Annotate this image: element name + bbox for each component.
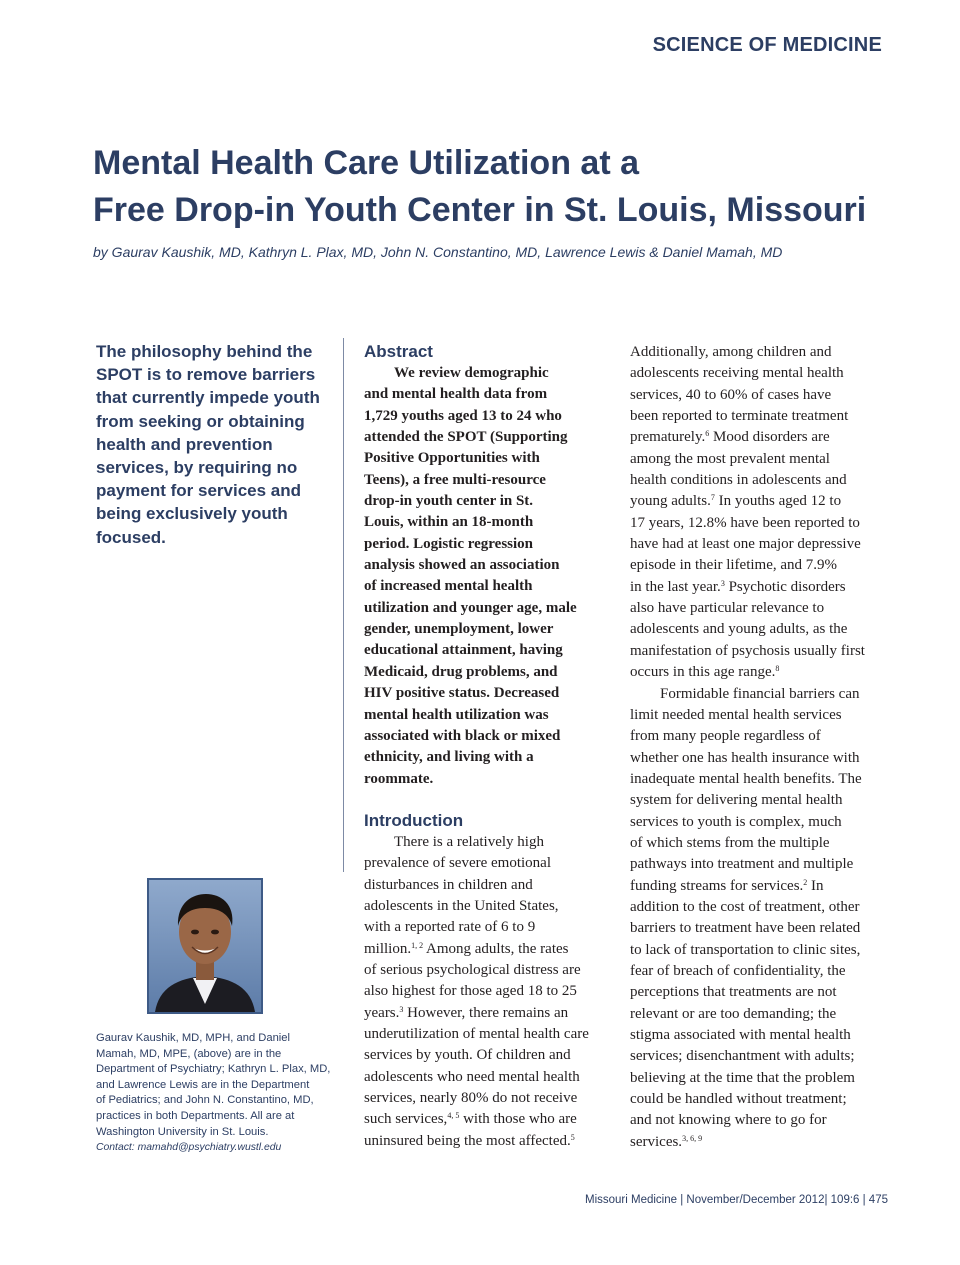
citation-ref: 5: [570, 1132, 575, 1142]
body-text: Psychotic disorders: [724, 578, 846, 595]
abstract-line: of increased mental health: [364, 578, 533, 595]
intro-line: [364, 1003, 612, 1024]
citation-ref: 3, 6, 9: [682, 1133, 703, 1143]
body-line: services to youth is complex, much: [630, 813, 842, 830]
citation-ref: 8: [775, 664, 780, 674]
abstract-line: Louis, within an 18-month: [364, 514, 534, 531]
intro-text: million.: [364, 940, 412, 957]
introduction-text: [364, 832, 612, 1152]
body-line: stigma associated with mental health: [630, 1027, 851, 1043]
intro-text: However, there remains an: [403, 1004, 569, 1021]
page-footer: Missouri Medicine | November/December 2012| 109:6 | 475: [585, 1194, 888, 1206]
abstract-line: We review demographic: [394, 365, 549, 381]
body-line: relevant or are too demanding; the: [630, 1005, 837, 1022]
body-line: been reported to terminate treatment: [630, 408, 849, 425]
intro-line: underutilization of mental health care: [364, 1025, 589, 1042]
intro-line: adolescents in the United States,: [364, 897, 559, 914]
body-line: barriers to treatment have been related: [630, 920, 861, 937]
byline: by Gaurav Kaushik, MD, Kathryn L. Plax, MD, John N. Constantino, MD, Lawrence Lewis & Daniel Mamah, MD: [93, 244, 783, 260]
citation-ref: 1, 2: [411, 940, 424, 950]
body-line: manifestation of psychosis usually first: [630, 642, 865, 659]
pull-quote-line: SPOT is to remove barriers: [96, 365, 316, 385]
abstract-line: Medicaid, drug problems, and: [364, 663, 558, 680]
citation-ref: 6: [705, 429, 710, 439]
intro-line: adolescents who need mental health: [364, 1068, 580, 1085]
body-text: occurs in this age range.: [630, 664, 776, 681]
body-text: Mood disorders are: [709, 429, 830, 446]
body-line: services, 40 to 60% of cases have: [630, 386, 832, 403]
body-line: perceptions that treatments are not: [630, 984, 837, 1001]
abstract-line: gender, unemployment, lower: [364, 621, 554, 638]
body-line: [630, 1132, 885, 1153]
intro-line: also highest for those aged 18 to 25: [364, 983, 577, 1000]
citation-ref: 3: [720, 578, 725, 588]
intro-text: with those who are: [459, 1111, 577, 1128]
body-line: [630, 491, 885, 512]
body-column-2: [630, 342, 885, 1153]
body-line: could be handled without treatment;: [630, 1091, 847, 1108]
body-line: inadequate mental health benefits. The: [630, 770, 862, 787]
abstract-line: HIV positive status. Decreased: [364, 685, 560, 702]
body-line: believing at the time that the problem: [630, 1069, 855, 1086]
body-text: young adults.: [630, 493, 711, 510]
body-line: Formidable financial barriers can: [660, 685, 860, 702]
intro-line: of serious psychological distress are: [364, 961, 581, 978]
body-text: prematurely.: [630, 429, 706, 446]
body-line: limit needed mental health services: [630, 706, 842, 723]
abstract-line: Teens), a free multi-resource: [364, 471, 546, 488]
caption-line: Mamah, MD, MPE, (above) are in the: [96, 1047, 282, 1060]
abstract-line: Positive Opportunities with: [364, 450, 540, 467]
caption-line: Washington University in St. Louis.: [96, 1125, 269, 1138]
contact-email[interactable]: Contact: mamahd@psychiatry.wustl.edu: [96, 1142, 282, 1154]
article-title: [93, 140, 893, 234]
body-line: system for delivering mental health: [630, 792, 843, 809]
intro-text: such services,: [364, 1111, 448, 1128]
body-line: and not knowing where to go for: [630, 1112, 827, 1129]
intro-line: with a reported rate of 6 to 9: [364, 919, 536, 936]
intro-line: There is a relatively high: [394, 833, 544, 850]
body-line: fear of breach of confidentiality, the: [630, 962, 846, 979]
author-portrait-icon: [149, 880, 261, 1012]
body-text: In youths aged 12 to: [714, 493, 842, 510]
section-tag: SCIENCE OF MEDICINE: [652, 34, 882, 56]
abstract-line: mental health utilization was: [364, 706, 549, 723]
body-line: whether one has health insurance with: [630, 749, 860, 766]
intro-line: [364, 939, 612, 960]
abstract-text: [364, 363, 612, 790]
body-line: [630, 427, 885, 448]
caption-line: Department of Psychiatry; Kathryn L. Plax, MD,: [96, 1063, 331, 1076]
body-line: of which stems from the multiple: [630, 834, 830, 851]
body-column-1: [364, 340, 612, 1152]
body-line: episode in their lifetime, and 7.9%: [630, 557, 838, 574]
body-line: also have particular relevance to: [630, 600, 825, 617]
pull-quote-line: focused.: [96, 527, 166, 547]
citation-ref: 4, 5: [447, 1111, 460, 1121]
pull-quote: [96, 340, 336, 549]
body-line: [630, 577, 885, 598]
intro-line: [364, 1131, 612, 1152]
author-caption: [96, 1031, 346, 1156]
intro-line: services, nearly 80% do not receive: [364, 1090, 578, 1106]
body-line: have had at least one major depressive: [630, 536, 861, 553]
body-text: services.: [630, 1133, 683, 1150]
body-line: pathways into treatment and multiple: [630, 856, 854, 873]
pull-quote-line: health and prevention: [96, 434, 273, 454]
citation-ref: 7: [710, 493, 715, 503]
abstract-heading: Abstract: [364, 342, 433, 361]
body-line: among the most prevalent mental: [630, 450, 830, 467]
citation-ref: 2: [803, 877, 808, 887]
pull-quote-line: from seeking or obtaining: [96, 411, 305, 431]
body-line: health conditions in adolescents and: [630, 472, 847, 489]
abstract-line: ethnicity, and living with a: [364, 749, 534, 766]
body-line: [630, 876, 885, 897]
intro-text: Among adults, the rates: [423, 940, 569, 957]
body-line: adolescents and young adults, as the: [630, 621, 848, 638]
intro-line: disturbances in children and: [364, 876, 533, 893]
abstract-line: utilization and younger age, male: [364, 599, 577, 616]
body-line: adolescents receiving mental health: [630, 365, 844, 382]
author-photo: [147, 878, 263, 1014]
body-line: addition to the cost of treatment, other: [630, 898, 860, 915]
title-line-1: Mental Health Care Utilization at a: [93, 144, 639, 182]
caption-line: of Pediatrics; and John N. Constantino, MD,: [96, 1094, 314, 1107]
body-line: to lack of transportation to clinic sites,: [630, 941, 861, 958]
abstract-line: attended the SPOT (Supporting: [364, 429, 568, 446]
title-line-2: Free Drop-in Youth Center in St. Louis, Missouri: [93, 191, 867, 229]
pull-quote-line: payment for services and: [96, 481, 302, 501]
column-divider: [343, 338, 344, 872]
body-text: in the last year.: [630, 578, 721, 595]
introduction-heading: Introduction: [364, 810, 464, 830]
caption-line: and Lawrence Lewis are in the Department: [96, 1078, 310, 1091]
intro-text: years.: [364, 1004, 400, 1021]
caption-line: Gaurav Kaushik, MD, MPH, and Daniel: [96, 1032, 290, 1044]
abstract-line: educational attainment, having: [364, 642, 563, 659]
pull-quote-line: being exclusively youth: [96, 504, 288, 524]
body-text: In: [807, 877, 824, 894]
abstract-line: period. Logistic regression: [364, 535, 534, 552]
body-line: [630, 662, 885, 683]
pull-quote-line: that currently impede youth: [96, 388, 320, 408]
pull-quote-line: The philosophy behind the: [96, 342, 313, 361]
citation-ref: 3: [399, 1004, 404, 1014]
intro-line: services by youth. Of children and: [364, 1047, 571, 1064]
body-line: Additionally, among children and: [630, 344, 832, 360]
abstract-line: roommate.: [364, 770, 434, 787]
body-line: from many people regardless of: [630, 728, 821, 745]
abstract-line: and mental health data from: [364, 386, 548, 403]
body-line: services; disenchantment with adults;: [630, 1048, 855, 1065]
pull-quote-line: services, by requiring no: [96, 458, 298, 478]
abstract-line: drop-in youth center in St.: [364, 493, 534, 510]
abstract-line: 1,729 youths aged 13 to 24 who: [364, 407, 562, 424]
body-line: 17 years, 12.8% have been reported to: [630, 514, 860, 531]
intro-text: uninsured being the most affected.: [364, 1132, 571, 1149]
intro-line: [364, 1109, 612, 1130]
intro-line: prevalence of severe emotional: [364, 855, 551, 872]
abstract-line: analysis showed an association: [364, 557, 560, 574]
abstract-line: associated with black or mixed: [364, 727, 561, 744]
caption-line: practices in both Departments. All are at: [96, 1109, 295, 1122]
body-text: funding streams for services.: [630, 877, 804, 894]
